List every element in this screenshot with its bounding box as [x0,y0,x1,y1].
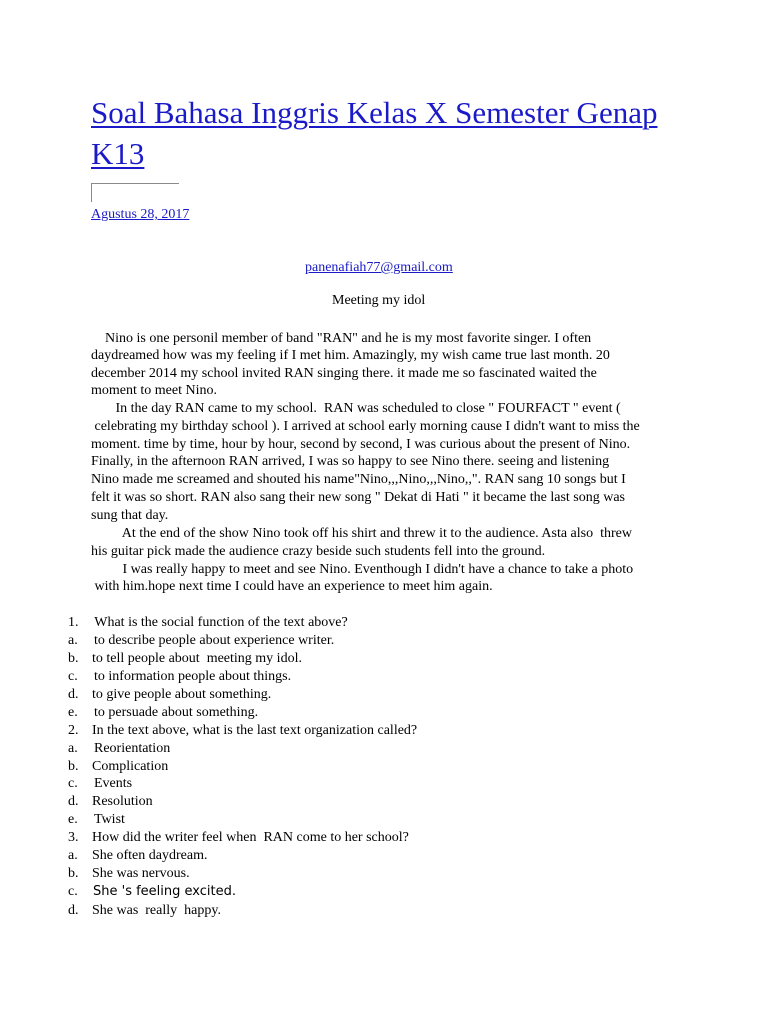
option-text: She 's feeling excited. [93,884,236,899]
paragraph-line: moment to meet Nino. [91,383,217,398]
paragraph-line: In the day RAN came to my school. RAN was scheduled to close " FOURFACT " event ( [91,401,621,416]
question-text: What is the social function of the text above? [91,615,348,630]
option-marker: d. [68,903,79,918]
option-text: to describe people about experience writer. [94,633,335,648]
post-title-link[interactable]: Soal Bahasa Inggris Kelas X Semester Genap K13 [91,95,658,171]
option-text: Twist [94,812,125,827]
option-text: Resolution [92,794,153,809]
option-text: Events [94,776,133,791]
option-text: She was nervous. [92,866,190,881]
option-marker: a. [68,633,78,648]
post-date-link[interactable]: Agustus 28, 2017 [91,207,190,222]
paragraph-line: Finally, in the afternoon RAN arrived, I was so happy to see Nino there. seeing and listening [91,454,610,469]
option-marker: b. [68,651,79,666]
option-text: to information people about things. [94,669,292,684]
option-marker: c. [68,884,78,899]
option-text: to give people about something. [92,687,272,702]
paragraph-line: felt it was so short. RAN also sang their new song " Dekat di Hati " it became the last song was [91,490,625,505]
option-text: Complication [92,759,169,774]
option-marker: d. [68,687,79,702]
option-text: She was really happy. [92,903,221,918]
option-marker: c. [68,776,78,791]
paragraph-line: sung that day. [91,508,169,523]
option-marker: b. [68,759,79,774]
paragraph-line: with him.hope next time I could have an experience to meet him again. [91,579,493,594]
paragraph-line: I was really happy to meet and see Nino. Eventhough I didn't have a chance to take a photo [91,562,634,577]
question-number: 3. [68,830,79,845]
question-number: 1. [68,615,79,630]
option-marker: c. [68,669,78,684]
paragraph-line: Nino is one personil member of band "RAN" and he is my most favorite singer. I often [91,331,592,346]
paragraph-line: his guitar pick made the audience crazy beside such students fell into the ground. [91,544,546,559]
paragraph-line: Nino made me screamed and shouted his name"Nino,,,Nino,,,Nino,,". RAN sang 10 songs but I [91,472,626,487]
story-title: Meeting my idol [332,293,426,308]
broken-image-icon [91,183,179,202]
paragraph-line: moment. time by time, hour by hour, second by second, I was curious about the present of Nino. [91,437,631,452]
option-marker: a. [68,741,78,756]
option-marker: e. [68,705,78,720]
paragraph-line: celebrating my birthday school ). I arrived at school early morning cause I didn't want to miss the [91,419,640,434]
option-text: to persuade about something. [94,705,259,720]
option-text: She often daydream. [92,848,208,863]
option-text: to tell people about meeting my idol. [92,651,302,666]
question-number: 2. [68,723,79,738]
email-link[interactable]: panenafiah77@gmail.com [305,260,453,275]
option-marker: a. [68,848,78,863]
question-text: How did the writer feel when RAN come to her school? [92,830,409,845]
question-text: In the text above, what is the last text organization called? [92,723,418,738]
option-marker: b. [68,866,79,881]
option-marker: e. [68,812,78,827]
paragraph-line: At the end of the show Nino took off his shirt and threw it to the audience. Asta also threw [91,526,632,541]
paragraph-line: daydreamed how was my feeling if I met him. Amazingly, my wish came true last month. 20 [91,348,610,363]
option-marker: d. [68,794,79,809]
paragraph-line: december 2014 my school invited RAN singing there. it made me so fascinated waited the [91,366,597,381]
option-text: Reorientation [94,741,171,756]
